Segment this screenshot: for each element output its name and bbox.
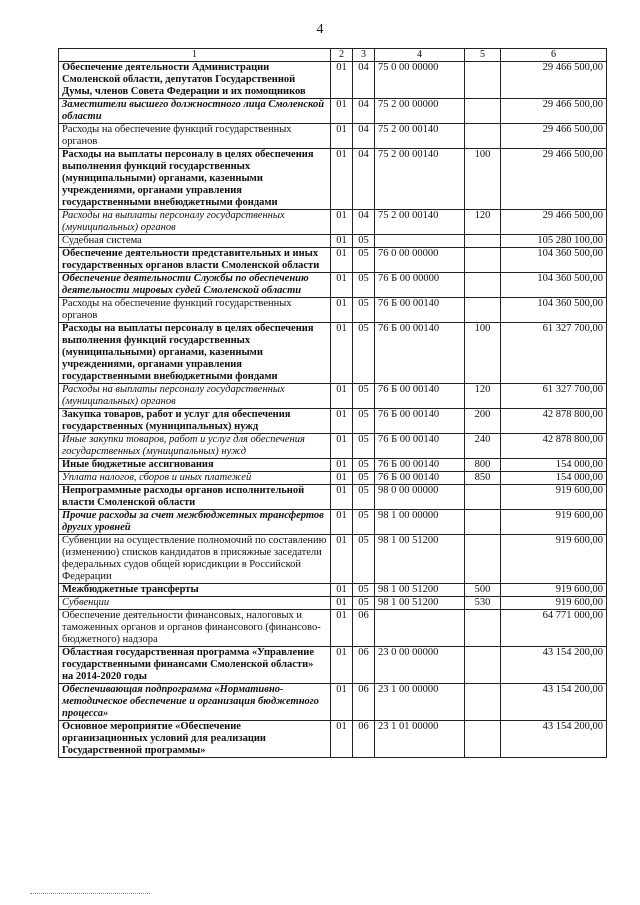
table-row bbox=[59, 459, 607, 472]
row-section-cell: 01 bbox=[331, 149, 353, 210]
row-section-cell: 01 bbox=[331, 384, 353, 409]
row-name-cell: Уплата налогов, сборов и иных платежей bbox=[59, 472, 331, 485]
row-subsection-cell: 05 bbox=[353, 248, 375, 273]
row-subsection-cell: 05 bbox=[353, 472, 375, 485]
row-expense-type-cell bbox=[465, 298, 501, 323]
row-expense-type-cell: 530 bbox=[465, 597, 501, 610]
table-header-row bbox=[59, 49, 607, 62]
row-target-article-cell: 76 Б 00 00000 bbox=[375, 273, 465, 298]
table-row bbox=[59, 721, 607, 758]
row-amount-cell: 61 327 700,00 bbox=[501, 323, 607, 384]
row-subsection-cell: 06 bbox=[353, 684, 375, 721]
row-target-article-cell: 98 1 00 00000 bbox=[375, 510, 465, 535]
row-amount-cell: 104 360 500,00 bbox=[501, 298, 607, 323]
row-expense-type-cell bbox=[465, 535, 501, 584]
row-subsection-cell: 05 bbox=[353, 434, 375, 459]
row-name-cell: Прочие расходы за счет межбюджетных трансфертов других уровней bbox=[59, 510, 331, 535]
table-row bbox=[59, 510, 607, 535]
row-name-cell: Субвенции bbox=[59, 597, 331, 610]
table-row bbox=[59, 248, 607, 273]
row-target-article-cell: 76 Б 00 00140 bbox=[375, 459, 465, 472]
row-expense-type-cell: 850 bbox=[465, 472, 501, 485]
row-amount-cell: 43 154 200,00 bbox=[501, 721, 607, 758]
row-subsection-cell: 05 bbox=[353, 409, 375, 434]
row-section-cell: 01 bbox=[331, 124, 353, 149]
row-name-cell: Заместители высшего должностного лица Смоленской области bbox=[59, 99, 331, 124]
table-row bbox=[59, 597, 607, 610]
table-row bbox=[59, 535, 607, 584]
row-name-cell: Закупка товаров, работ и услуг для обеспечения государственных (муниципальных) нужд bbox=[59, 409, 331, 434]
row-target-article-cell: 76 Б 00 00140 bbox=[375, 472, 465, 485]
table-row bbox=[59, 149, 607, 210]
row-target-article-cell bbox=[375, 235, 465, 248]
row-target-article-cell: 98 1 00 51200 bbox=[375, 535, 465, 584]
table-row bbox=[59, 384, 607, 409]
row-expense-type-cell: 500 bbox=[465, 584, 501, 597]
row-target-article-cell: 76 Б 00 00140 bbox=[375, 298, 465, 323]
row-expense-type-cell: 120 bbox=[465, 384, 501, 409]
row-amount-cell: 42 878 800,00 bbox=[501, 409, 607, 434]
row-section-cell: 01 bbox=[331, 298, 353, 323]
row-name-cell: Иные закупки товаров, работ и услуг для обеспечения государственных (муниципальных) нужд bbox=[59, 434, 331, 459]
header-col-6: 6 bbox=[501, 49, 607, 62]
header-col-1: 1 bbox=[59, 49, 331, 62]
row-expense-type-cell bbox=[465, 510, 501, 535]
header-col-3: 3 bbox=[353, 49, 375, 62]
row-expense-type-cell bbox=[465, 124, 501, 149]
table-row bbox=[59, 684, 607, 721]
row-section-cell: 01 bbox=[331, 248, 353, 273]
row-amount-cell: 919 600,00 bbox=[501, 485, 607, 510]
row-name-cell: Судебная система bbox=[59, 235, 331, 248]
row-target-article-cell: 76 Б 00 00140 bbox=[375, 409, 465, 434]
row-section-cell: 01 bbox=[331, 647, 353, 684]
row-expense-type-cell bbox=[465, 99, 501, 124]
row-name-cell: Расходы на выплаты персоналу государственных (муниципальных) органов bbox=[59, 384, 331, 409]
table-row bbox=[59, 235, 607, 248]
row-expense-type-cell: 800 bbox=[465, 459, 501, 472]
row-subsection-cell: 04 bbox=[353, 210, 375, 235]
row-section-cell: 01 bbox=[331, 323, 353, 384]
row-subsection-cell: 05 bbox=[353, 535, 375, 584]
row-target-article-cell: 98 1 00 51200 bbox=[375, 584, 465, 597]
row-target-article-cell: 98 1 00 51200 bbox=[375, 597, 465, 610]
row-amount-cell: 43 154 200,00 bbox=[501, 684, 607, 721]
row-section-cell: 01 bbox=[331, 721, 353, 758]
row-expense-type-cell bbox=[465, 610, 501, 647]
row-name-cell: Областная государственная программа «Управление государственными финансами Смоленской области» на 2014-2020 годы bbox=[59, 647, 331, 684]
row-amount-cell: 29 466 500,00 bbox=[501, 149, 607, 210]
row-target-article-cell: 23 1 01 00000 bbox=[375, 721, 465, 758]
row-section-cell: 01 bbox=[331, 610, 353, 647]
row-amount-cell: 919 600,00 bbox=[501, 510, 607, 535]
table-row bbox=[59, 485, 607, 510]
row-name-cell: Обеспечение деятельности Службы по обеспечению деятельности мировых судей Смоленской области bbox=[59, 273, 331, 298]
row-target-article-cell: 23 1 00 00000 bbox=[375, 684, 465, 721]
row-target-article-cell: 76 Б 00 00140 bbox=[375, 323, 465, 384]
row-subsection-cell: 06 bbox=[353, 610, 375, 647]
row-amount-cell: 104 360 500,00 bbox=[501, 248, 607, 273]
header-col-4: 4 bbox=[375, 49, 465, 62]
row-amount-cell: 105 280 100,00 bbox=[501, 235, 607, 248]
row-name-cell: Расходы на обеспечение функций государственных органов bbox=[59, 124, 331, 149]
row-section-cell: 01 bbox=[331, 485, 353, 510]
row-subsection-cell: 05 bbox=[353, 384, 375, 409]
table-row bbox=[59, 124, 607, 149]
table-row bbox=[59, 210, 607, 235]
row-section-cell: 01 bbox=[331, 459, 353, 472]
header-col-2: 2 bbox=[331, 49, 353, 62]
row-subsection-cell: 05 bbox=[353, 485, 375, 510]
table-row bbox=[59, 610, 607, 647]
row-section-cell: 01 bbox=[331, 597, 353, 610]
row-amount-cell: 919 600,00 bbox=[501, 584, 607, 597]
row-amount-cell: 104 360 500,00 bbox=[501, 273, 607, 298]
row-expense-type-cell: 200 bbox=[465, 409, 501, 434]
row-expense-type-cell bbox=[465, 62, 501, 99]
row-subsection-cell: 05 bbox=[353, 235, 375, 248]
page-number: 4 bbox=[316, 22, 324, 37]
row-name-cell: Расходы на выплаты персоналу в целях обеспечения выполнения функций государственных (муниципальными) органами, казенными учреждениями, органами управления государственными внебюджетными фондами bbox=[59, 149, 331, 210]
row-amount-cell: 42 878 800,00 bbox=[501, 434, 607, 459]
row-name-cell: Расходы на обеспечение функций государственных органов bbox=[59, 298, 331, 323]
row-name-cell: Обеспечение деятельности представительных и иных государственных органов власти Смоленской области bbox=[59, 248, 331, 273]
row-target-article-cell: 75 2 00 00140 bbox=[375, 210, 465, 235]
row-subsection-cell: 06 bbox=[353, 721, 375, 758]
row-name-cell: Межбюджетные трансферты bbox=[59, 584, 331, 597]
row-amount-cell: 919 600,00 bbox=[501, 597, 607, 610]
row-subsection-cell: 04 bbox=[353, 62, 375, 99]
row-expense-type-cell: 100 bbox=[465, 323, 501, 384]
table-row bbox=[59, 584, 607, 597]
row-target-article-cell: 76 0 00 00000 bbox=[375, 248, 465, 273]
row-target-article-cell bbox=[375, 610, 465, 647]
row-subsection-cell: 05 bbox=[353, 298, 375, 323]
table-body bbox=[59, 62, 607, 758]
table-row bbox=[59, 99, 607, 124]
row-section-cell: 01 bbox=[331, 584, 353, 597]
row-name-cell: Обеспечивающая подпрограмма «Нормативно-методическое обеспечение и организация бюджетного процесса» bbox=[59, 684, 331, 721]
row-expense-type-cell bbox=[465, 235, 501, 248]
row-name-cell: Субвенции на осуществление полномочий по составлению (изменению) списков кандидатов в присяжные заседатели федеральных судов общей юрисдикции в Российской Федерации bbox=[59, 535, 331, 584]
row-expense-type-cell: 100 bbox=[465, 149, 501, 210]
row-amount-cell: 29 466 500,00 bbox=[501, 210, 607, 235]
row-amount-cell: 29 466 500,00 bbox=[501, 99, 607, 124]
row-expense-type-cell bbox=[465, 684, 501, 721]
row-subsection-cell: 05 bbox=[353, 459, 375, 472]
row-amount-cell: 919 600,00 bbox=[501, 535, 607, 584]
table-row bbox=[59, 472, 607, 485]
row-subsection-cell: 06 bbox=[353, 647, 375, 684]
table-row bbox=[59, 298, 607, 323]
row-subsection-cell: 05 bbox=[353, 323, 375, 384]
row-subsection-cell: 04 bbox=[353, 99, 375, 124]
row-subsection-cell: 05 bbox=[353, 273, 375, 298]
table-row bbox=[59, 647, 607, 684]
row-target-article-cell: 76 Б 00 00140 bbox=[375, 384, 465, 409]
row-subsection-cell: 05 bbox=[353, 510, 375, 535]
row-subsection-cell: 04 bbox=[353, 149, 375, 210]
row-section-cell: 01 bbox=[331, 434, 353, 459]
row-target-article-cell: 98 0 00 00000 bbox=[375, 485, 465, 510]
row-section-cell: 01 bbox=[331, 535, 353, 584]
footer-mark bbox=[30, 893, 150, 896]
table-row bbox=[59, 62, 607, 99]
row-expense-type-cell bbox=[465, 248, 501, 273]
budget-table bbox=[58, 48, 607, 758]
table-row bbox=[59, 434, 607, 459]
row-expense-type-cell bbox=[465, 721, 501, 758]
table-row bbox=[59, 273, 607, 298]
row-subsection-cell: 05 bbox=[353, 584, 375, 597]
row-amount-cell: 61 327 700,00 bbox=[501, 384, 607, 409]
table-row bbox=[59, 323, 607, 384]
row-amount-cell: 154 000,00 bbox=[501, 472, 607, 485]
row-name-cell: Основное мероприятие «Обеспечение организационных условий для реализации Государственной программы» bbox=[59, 721, 331, 758]
row-section-cell: 01 bbox=[331, 210, 353, 235]
row-target-article-cell: 75 2 00 00140 bbox=[375, 149, 465, 210]
row-amount-cell: 29 466 500,00 bbox=[501, 124, 607, 149]
row-section-cell: 01 bbox=[331, 273, 353, 298]
row-subsection-cell: 04 bbox=[353, 124, 375, 149]
row-expense-type-cell bbox=[465, 273, 501, 298]
row-section-cell: 01 bbox=[331, 409, 353, 434]
row-amount-cell: 154 000,00 bbox=[501, 459, 607, 472]
row-expense-type-cell bbox=[465, 647, 501, 684]
row-name-cell: Расходы на выплаты персоналу в целях обеспечения выполнения функций государственных (муниципальными) органами, казенными учреждениями, органами управления государственными внебюджетными фондами bbox=[59, 323, 331, 384]
row-target-article-cell: 76 Б 00 00140 bbox=[375, 434, 465, 459]
row-name-cell: Иные бюджетные ассигнования bbox=[59, 459, 331, 472]
row-name-cell: Расходы на выплаты персоналу государственных (муниципальных) органов bbox=[59, 210, 331, 235]
row-section-cell: 01 bbox=[331, 472, 353, 485]
row-section-cell: 01 bbox=[331, 99, 353, 124]
header-col-5: 5 bbox=[465, 49, 501, 62]
row-name-cell: Непрограммные расходы органов исполнительной власти Смоленской области bbox=[59, 485, 331, 510]
row-name-cell: Обеспечение деятельности финансовых, налоговых и таможенных органов и органов финансового (финансово-бюджетного) надзора bbox=[59, 610, 331, 647]
row-target-article-cell: 75 2 00 00000 bbox=[375, 99, 465, 124]
row-section-cell: 01 bbox=[331, 510, 353, 535]
row-amount-cell: 43 154 200,00 bbox=[501, 647, 607, 684]
row-subsection-cell: 05 bbox=[353, 597, 375, 610]
row-expense-type-cell: 240 bbox=[465, 434, 501, 459]
row-name-cell: Обеспечение деятельности Администрации Смоленской области, депутатов Государственной Думы, членов Совета Федерации и их помощников bbox=[59, 62, 331, 99]
row-expense-type-cell bbox=[465, 485, 501, 510]
row-section-cell: 01 bbox=[331, 235, 353, 248]
row-section-cell: 01 bbox=[331, 684, 353, 721]
row-amount-cell: 29 466 500,00 bbox=[501, 62, 607, 99]
row-target-article-cell: 75 0 00 00000 bbox=[375, 62, 465, 99]
row-target-article-cell: 75 2 00 00140 bbox=[375, 124, 465, 149]
row-target-article-cell: 23 0 00 00000 bbox=[375, 647, 465, 684]
row-expense-type-cell: 120 bbox=[465, 210, 501, 235]
row-amount-cell: 64 771 000,00 bbox=[501, 610, 607, 647]
row-section-cell: 01 bbox=[331, 62, 353, 99]
table-row bbox=[59, 409, 607, 434]
